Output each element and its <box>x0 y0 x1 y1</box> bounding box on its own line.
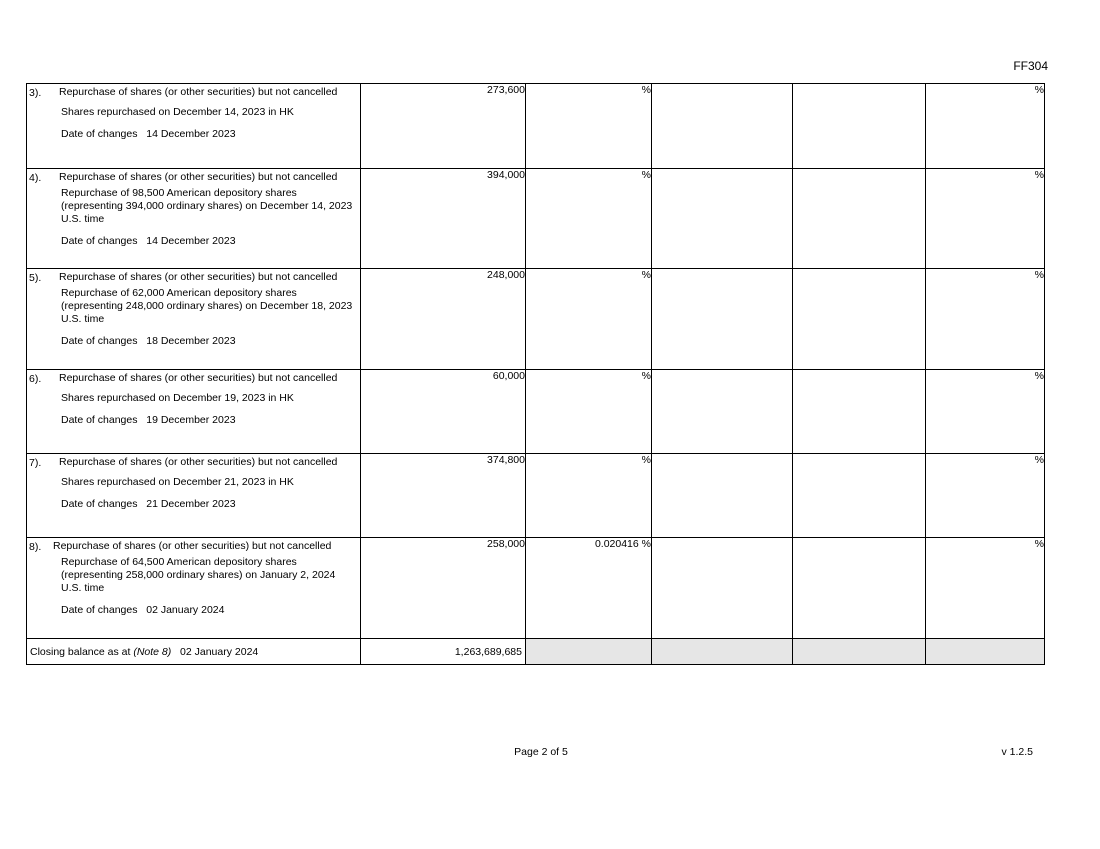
row-description <box>27 538 361 639</box>
closing-note: (Note 8) <box>133 645 172 658</box>
share-changes-table <box>26 83 1045 665</box>
row-date: Date of changes 21 December 2023 <box>61 498 236 510</box>
row-detail: Repurchase of 62,000 American depository shares (representing 248,000 ordinary shares) on December 18, 2023 U.S. time <box>61 287 353 325</box>
form-code: FF304 <box>1013 59 1048 73</box>
table-row <box>27 169 1045 269</box>
row-empty-cell <box>652 538 793 639</box>
row-empty-cell <box>652 454 793 538</box>
row-number: 8). <box>29 541 42 553</box>
row-title: Repurchase of shares (or other securities) but not cancelled <box>53 540 332 552</box>
row-empty-cell <box>793 538 926 639</box>
row-empty-cell <box>652 84 793 169</box>
row-number: 3). <box>29 87 42 99</box>
row-percent-2: % <box>926 269 1045 370</box>
row-percent-2: % <box>926 370 1045 454</box>
row-amount: 258,000 <box>361 538 526 639</box>
row-date: Date of changes 14 December 2023 <box>61 235 236 247</box>
row-amount: 273,600 <box>361 84 526 169</box>
row-number: 7). <box>29 457 42 469</box>
row-date: Date of changes 02 January 2024 <box>61 604 225 616</box>
row-number: 6). <box>29 373 42 385</box>
row-percent-2: % <box>926 538 1045 639</box>
row-amount: 374,800 <box>361 454 526 538</box>
row-empty-cell <box>793 269 926 370</box>
row-detail: Repurchase of 64,500 American depository shares (representing 258,000 ordinary shares) on January 2, 2024 U.S. time <box>61 556 336 594</box>
row-percent: % <box>526 370 652 454</box>
row-detail: Shares repurchased on December 21, 2023 in HK <box>61 476 294 488</box>
shaded-cell <box>652 639 793 665</box>
row-date: Date of changes 18 December 2023 <box>61 335 236 347</box>
version-label: v 1.2.5 <box>1001 746 1033 758</box>
row-empty-cell <box>793 454 926 538</box>
row-percent: 0.020416 % <box>526 538 652 639</box>
closing-date: 02 January 2024 <box>180 645 259 658</box>
row-amount: 394,000 <box>361 169 526 269</box>
row-description <box>27 370 361 454</box>
row-empty-cell <box>793 370 926 454</box>
row-percent-2: % <box>926 84 1045 169</box>
row-empty-cell <box>652 269 793 370</box>
shaded-cell <box>526 639 652 665</box>
row-empty-cell <box>652 169 793 269</box>
shaded-cell <box>793 639 926 665</box>
row-empty-cell <box>793 84 926 169</box>
row-title: Repurchase of shares (or other securities) but not cancelled <box>59 86 338 98</box>
row-date: Date of changes 14 December 2023 <box>61 128 236 140</box>
table-row <box>27 454 1045 538</box>
row-percent: % <box>526 269 652 370</box>
row-number: 5). <box>29 272 42 284</box>
row-percent: % <box>526 169 652 269</box>
row-empty-cell <box>652 370 793 454</box>
row-percent: % <box>526 454 652 538</box>
row-detail: Shares repurchased on December 19, 2023 in HK <box>61 392 294 404</box>
row-date: Date of changes 19 December 2023 <box>61 414 236 426</box>
row-detail: Shares repurchased on December 14, 2023 in HK <box>61 106 294 118</box>
row-percent-2: % <box>926 454 1045 538</box>
row-amount: 60,000 <box>361 370 526 454</box>
table-row <box>27 538 1045 639</box>
row-description <box>27 269 361 370</box>
row-description <box>27 454 361 538</box>
table-row <box>27 370 1045 454</box>
row-description <box>27 169 361 269</box>
row-title: Repurchase of shares (or other securities) but not cancelled <box>59 271 338 283</box>
row-title: Repurchase of shares (or other securities) but not cancelled <box>59 456 338 468</box>
closing-balance-row <box>27 639 1045 665</box>
row-number: 4). <box>29 172 42 184</box>
table-row <box>27 269 1045 370</box>
row-percent-2: % <box>926 169 1045 269</box>
closing-balance-amount: 1,263,689,685 <box>361 639 526 665</box>
row-description <box>27 84 361 169</box>
row-percent: % <box>526 84 652 169</box>
table-row <box>27 84 1045 169</box>
row-title: Repurchase of shares (or other securities) but not cancelled <box>59 372 338 384</box>
row-detail: Repurchase of 98,500 American depository shares (representing 394,000 ordinary shares) on December 14, 2023 U.S. time <box>61 187 353 225</box>
row-amount: 248,000 <box>361 269 526 370</box>
row-empty-cell <box>793 169 926 269</box>
page-number: Page 2 of 5 <box>514 746 568 758</box>
shaded-cell <box>926 639 1045 665</box>
closing-balance-label: Closing balance as at (Note 8) 02 January 2024 <box>27 639 361 665</box>
row-title: Repurchase of shares (or other securities) but not cancelled <box>59 171 338 183</box>
